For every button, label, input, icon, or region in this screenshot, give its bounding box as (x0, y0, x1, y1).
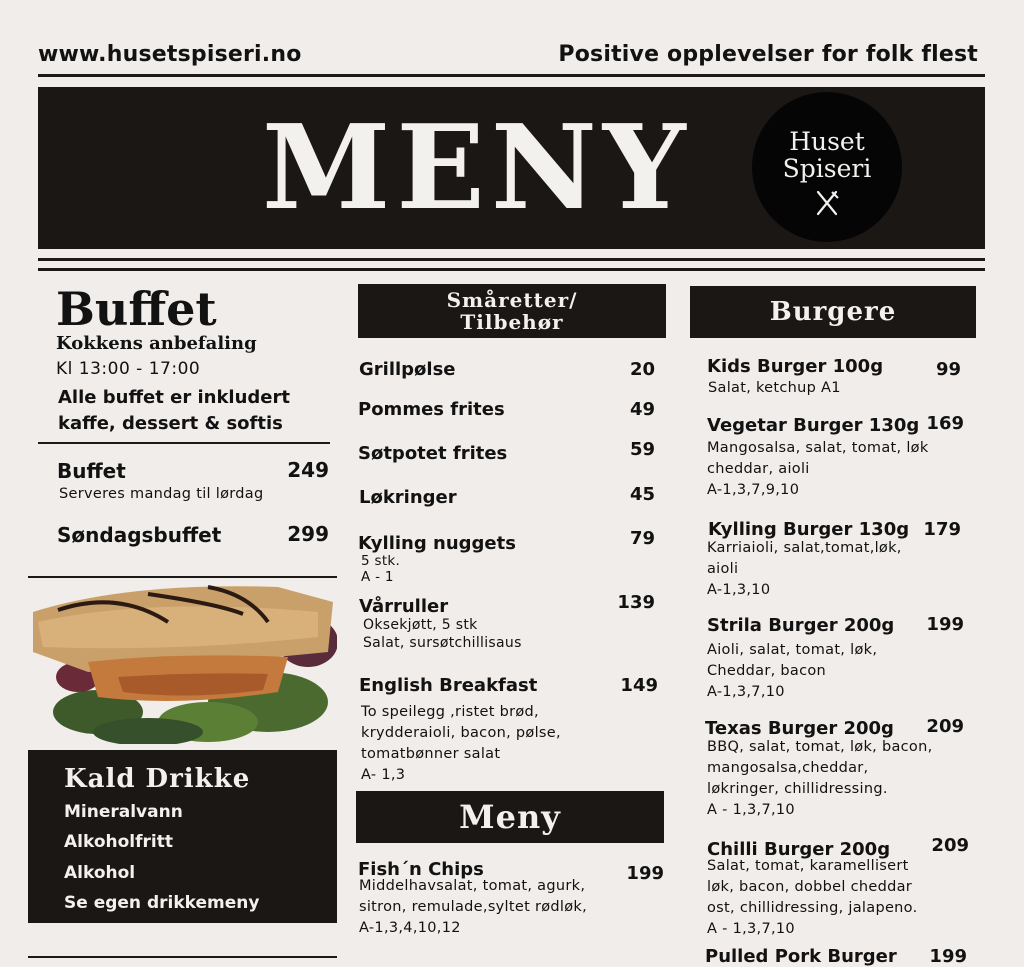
menu-item-allergens: A - 1 (361, 569, 394, 585)
fork-knife-cross-icon (813, 190, 841, 216)
burger-item-allergens: A-1,3,7,10 (707, 684, 785, 700)
buffet-subheading: Kokkens anbefaling (56, 333, 257, 354)
page-title: MENY (262, 100, 692, 236)
buffet-item-price: 249 (287, 458, 329, 482)
burger-item-price: 199 (929, 946, 967, 967)
website-url[interactable]: www.husetspiseri.no (38, 42, 302, 67)
burger-item-name: Texas Burger 200g (705, 718, 894, 739)
bottom-left-rule (28, 956, 337, 958)
menu-item-name: English Breakfast (359, 675, 538, 696)
buffet-note-line1: Alle buffet er inkludert (58, 387, 290, 408)
menu-item-price: 59 (629, 439, 655, 460)
menu-item-price: 20 (629, 359, 655, 380)
burger-item-allergens: A - 1,3,7,10 (707, 921, 795, 937)
burger-item-desc: ost, chillidressing, jalapeno. (707, 900, 918, 916)
menu-item-desc: sitron, remulade,syltet rødløk, (359, 899, 588, 915)
menu-item-name: Kylling nuggets (358, 533, 516, 554)
logo-text-spiseri: Spiseri (782, 154, 872, 183)
menu-item-price: 49 (629, 399, 655, 420)
menu-item-desc: 5 stk. (361, 553, 401, 569)
burger-item-allergens: A - 1,3,7,10 (707, 802, 795, 818)
drinks-item: Mineralvann (64, 802, 183, 822)
menu-item-desc: Oksekjøtt, 5 stk (363, 617, 478, 633)
burger-item-desc: Cheddar, bacon (707, 663, 827, 679)
meny-heading: Meny (459, 798, 561, 836)
burger-item-desc: Salat, ketchup A1 (708, 380, 841, 396)
burger-item-desc: Karriaioli, salat,tomat,løk, (707, 540, 902, 556)
menu-item-name: Pommes frites (358, 399, 505, 420)
menu-item-desc: tomatbønner salat (361, 746, 501, 762)
burger-item-name: Kylling Burger 130g (708, 519, 910, 540)
logo (752, 92, 902, 242)
menu-item-price: 149 (620, 675, 658, 696)
burger-item-desc: mangosalsa,cheddar, (707, 760, 869, 776)
menu-item-price: 139 (617, 592, 655, 613)
burger-item-desc: BBQ, salat, tomat, løk, bacon, (707, 739, 933, 755)
drinks-item: Se egen drikkemeny (64, 893, 260, 913)
title-banner (38, 87, 985, 249)
burger-item-allergens: A-1,3,10 (707, 582, 771, 598)
burger-item-desc: løk, bacon, dobbel cheddar (707, 879, 913, 895)
buffet-hours: Kl 13:00 - 17:00 (56, 359, 201, 379)
photo-top-rule (28, 576, 337, 578)
burger-item-name: Strila Burger 200g (707, 615, 895, 636)
burger-item-price: 209 (931, 835, 969, 856)
burger-item-desc: Mangosalsa, salat, tomat, løk (707, 440, 929, 456)
logo-text-huset: Huset (789, 127, 865, 156)
burgere-heading-bar (690, 286, 976, 338)
menu-item-name: Søtpotet frites (358, 443, 508, 464)
buffet-item-name: Buffet (57, 459, 126, 483)
menu-item-allergens: A- 1,3 (361, 767, 406, 783)
menu-item-allergens: A-1,3,4,10,12 (359, 920, 461, 936)
buffet-note-line2: kaffe, dessert & softis (58, 413, 283, 434)
header-double-rule-top (38, 258, 985, 261)
menu-item-price: 199 (626, 863, 664, 884)
menu-item-desc: Salat, sursøtchillisaus (363, 635, 522, 651)
burger-item-desc: Salat, tomat, karamellisert (707, 858, 909, 874)
drinks-item: Alkoholfritt (64, 832, 173, 852)
menu-item-desc: To speilegg ,ristet brød, (361, 704, 539, 720)
burger-item-desc: cheddar, aioli (707, 461, 810, 477)
drinks-item: Alkohol (64, 863, 136, 883)
burger-item-name: Pulled Pork Burger (705, 946, 897, 967)
burger-item-name: Chilli Burger 200g (707, 839, 891, 860)
menu-item-name: Fish´n Chips (358, 859, 484, 880)
burger-item-name: Vegetar Burger 130g (707, 415, 920, 436)
meny-heading-bar (356, 791, 664, 843)
smaretter-heading-bar (358, 284, 666, 338)
burger-item-price: 179 (923, 519, 961, 540)
menu-item-name: Løkringer (359, 487, 457, 508)
buffet-divider (38, 442, 330, 444)
burger-item-desc: Aioli, salat, tomat, løk, (707, 642, 878, 658)
burgere-heading: Burgere (769, 297, 897, 327)
burger-item-price: 99 (935, 359, 961, 380)
tagline: Positive opplevelser for folk flest (558, 42, 978, 67)
sandwich-photo (28, 582, 337, 744)
burger-item-price: 199 (926, 614, 964, 635)
burger-item-allergens: A-1,3,7,9,10 (707, 482, 800, 498)
drinks-heading: Kald Drikke (64, 764, 251, 794)
buffet-heading: Buffet (56, 282, 217, 336)
drinks-box (28, 750, 337, 923)
burger-item-price: 209 (926, 716, 964, 737)
smaretter-heading-line1: Småretter/ (446, 288, 578, 312)
menu-item-desc: Middelhavsalat, tomat, agurk, (359, 878, 586, 894)
burger-item-price: 169 (926, 413, 964, 434)
sunday-buffet-price: 299 (287, 522, 329, 546)
header-double-rule-bottom (38, 268, 985, 271)
burger-item-desc: løkringer, chillidressing. (707, 781, 888, 797)
buffet-item-desc: Serveres mandag til lørdag (59, 486, 264, 502)
smaretter-heading-line2: Tilbehør (460, 310, 564, 334)
sunday-buffet-name: Søndagsbuffet (57, 523, 222, 547)
burger-item-name: Kids Burger 100g (707, 356, 884, 377)
menu-item-name: Grillpølse (359, 359, 456, 380)
menu-item-desc: krydderaioli, bacon, pølse, (361, 725, 561, 741)
burger-item-desc: aioli (707, 561, 739, 577)
header-top-rule (38, 74, 985, 77)
menu-item-name: Vårruller (359, 596, 449, 617)
menu-item-price: 79 (629, 528, 655, 549)
menu-item-price: 45 (629, 484, 655, 505)
